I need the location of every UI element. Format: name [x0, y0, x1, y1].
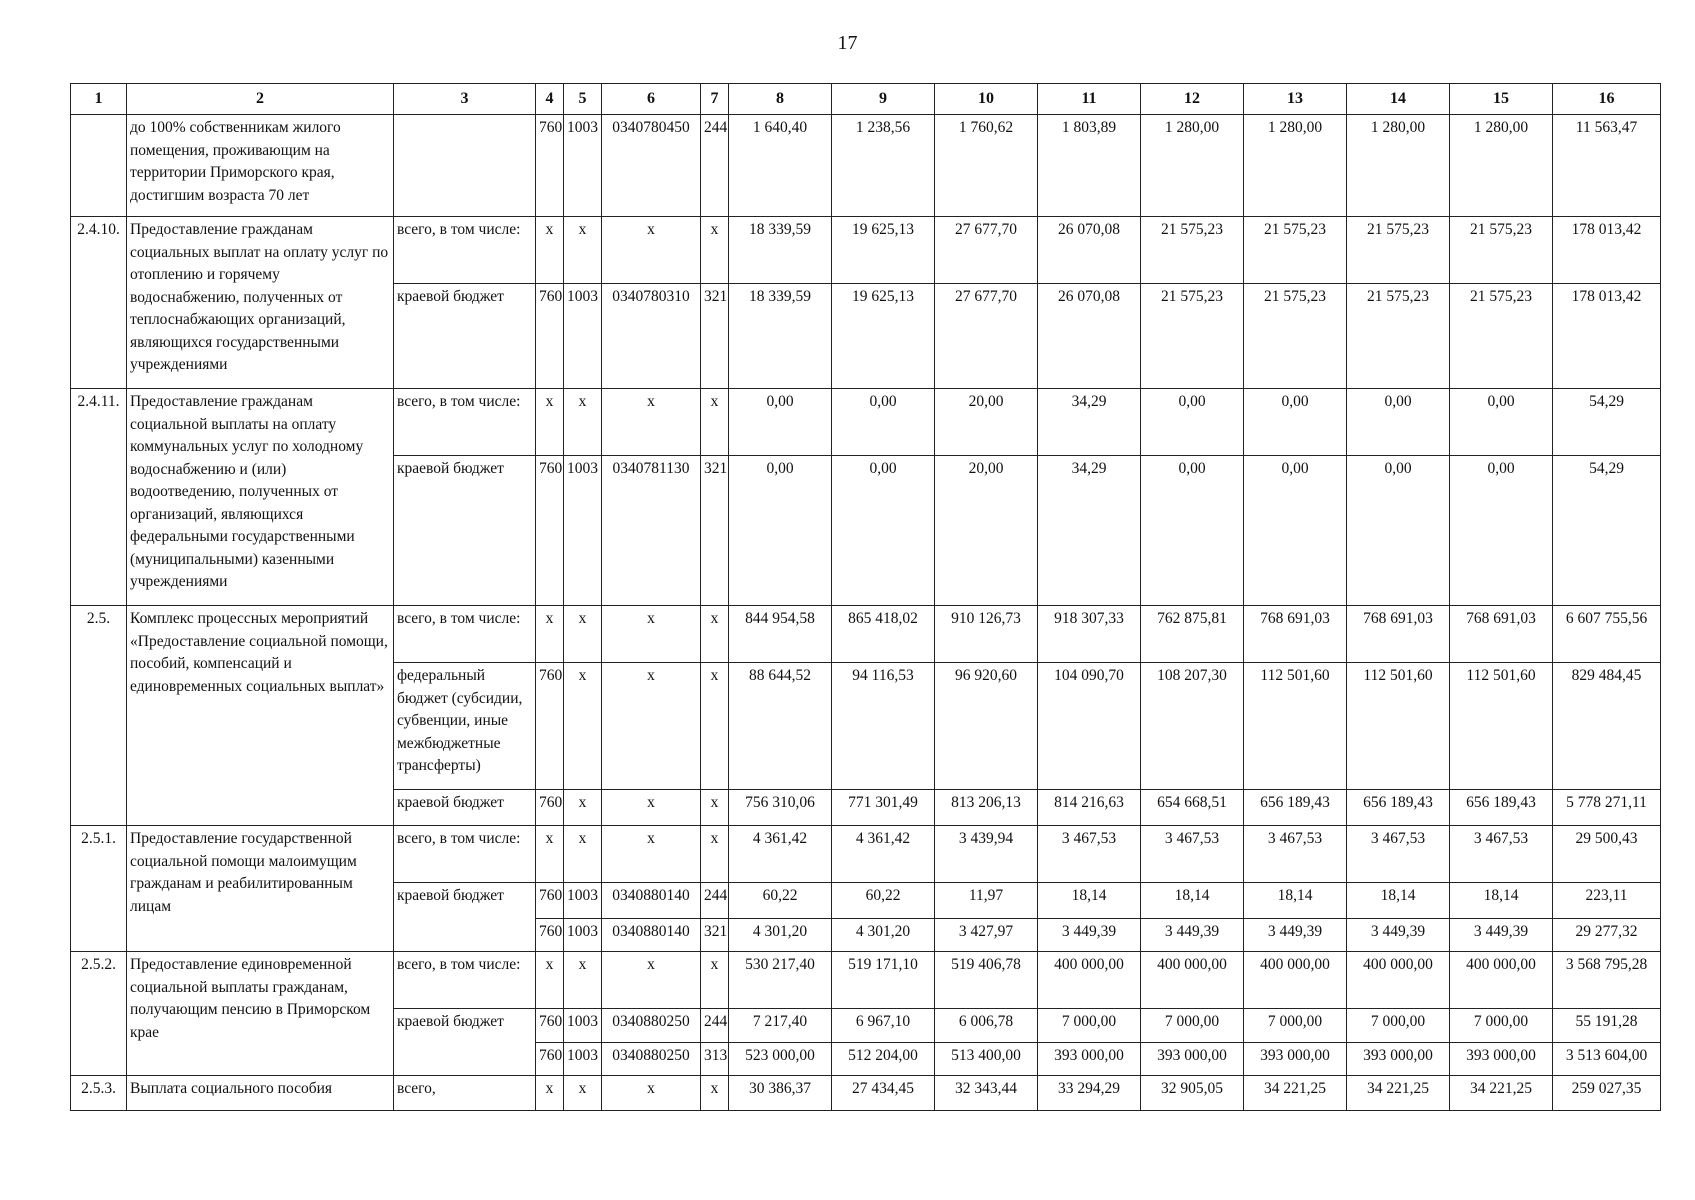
value-cell: 400 000,00: [1141, 952, 1244, 1009]
value-cell: 34 221,25: [1450, 1076, 1553, 1111]
code-cell: 760: [536, 284, 564, 389]
code-cell: x: [536, 389, 564, 456]
source-cell: всего, в том числе:: [394, 826, 536, 883]
value-cell: 108 207,30: [1141, 663, 1244, 790]
value-cell: 400 000,00: [1347, 952, 1450, 1009]
value-cell: 112 501,60: [1347, 663, 1450, 790]
column-header: 8: [729, 84, 832, 115]
table-row: [71, 217, 1661, 284]
code-cell: 0340880140: [602, 919, 701, 952]
value-cell: 11,97: [935, 883, 1038, 919]
column-header: 14: [1347, 84, 1450, 115]
code-cell: 313: [701, 1043, 729, 1076]
budget-table: [70, 83, 1661, 1111]
value-cell: 4 361,42: [832, 826, 935, 883]
value-cell: 94 116,53: [832, 663, 935, 790]
table-header-row: [71, 84, 1661, 115]
value-cell: 1 280,00: [1347, 115, 1450, 217]
value-cell: 60,22: [729, 883, 832, 919]
source-cell: краевой бюджет: [394, 284, 536, 389]
row-number-cell: 2.5.: [71, 606, 127, 826]
value-cell: 3 439,94: [935, 826, 1038, 883]
value-cell: 3 449,39: [1141, 919, 1244, 952]
code-cell: x: [564, 217, 602, 284]
value-cell: 1 803,89: [1038, 115, 1141, 217]
source-cell: федеральный бюджет (субсидии, субвенции, иные межбюджетные трансферты): [394, 663, 536, 790]
value-cell: 1 760,62: [935, 115, 1038, 217]
code-cell: 0340880250: [602, 1009, 701, 1043]
code-cell: x: [602, 663, 701, 790]
source-cell: [394, 115, 536, 217]
code-cell: 1003: [564, 919, 602, 952]
column-header: 9: [832, 84, 935, 115]
code-cell: 760: [536, 790, 564, 826]
code-cell: 760: [536, 1043, 564, 1076]
value-cell: 18,14: [1244, 883, 1347, 919]
code-cell: 760: [536, 883, 564, 919]
page-number: 17: [837, 32, 858, 54]
value-cell: 910 126,73: [935, 606, 1038, 663]
value-cell: 519 406,78: [935, 952, 1038, 1009]
value-cell: 19 625,13: [832, 217, 935, 284]
column-header: 12: [1141, 84, 1244, 115]
column-header: 5: [564, 84, 602, 115]
description-cell: до 100% собственникам жилого помещения, проживающим на территории Приморского края, достигшим возраста 70 лет: [127, 115, 394, 217]
description-cell: Предоставление гражданам социальной выплаты на оплату коммунальных услуг по холодному водоснабжению и (или) водоотведению, полученных от организаций, являющихся федеральными государственными (муниципальными) казенными учреждениями: [127, 389, 394, 606]
code-cell: x: [564, 790, 602, 826]
column-header: 6: [602, 84, 701, 115]
code-cell: x: [701, 1076, 729, 1111]
value-cell: 400 000,00: [1038, 952, 1141, 1009]
value-cell: 7 000,00: [1244, 1009, 1347, 1043]
column-header: 4: [536, 84, 564, 115]
value-cell: 7 000,00: [1450, 1009, 1553, 1043]
value-cell: 768 691,03: [1244, 606, 1347, 663]
code-cell: x: [564, 606, 602, 663]
value-cell: 7 000,00: [1038, 1009, 1141, 1043]
value-cell: 26 070,08: [1038, 284, 1141, 389]
code-cell: 1003: [564, 115, 602, 217]
code-cell: 0340781130: [602, 456, 701, 606]
value-cell: 34 221,25: [1347, 1076, 1450, 1111]
code-cell: x: [701, 389, 729, 456]
source-cell: краевой бюджет: [394, 790, 536, 826]
value-cell: 54,29: [1553, 389, 1661, 456]
row-number-cell: 2.4.11.: [71, 389, 127, 606]
value-cell: 513 400,00: [935, 1043, 1038, 1076]
value-cell: 393 000,00: [1244, 1043, 1347, 1076]
value-cell: 4 361,42: [729, 826, 832, 883]
source-cell: всего, в том числе:: [394, 217, 536, 284]
value-cell: 0,00: [1244, 389, 1347, 456]
value-cell: 3 568 795,28: [1553, 952, 1661, 1009]
value-cell: 865 418,02: [832, 606, 935, 663]
value-cell: 0,00: [1141, 389, 1244, 456]
value-cell: 32 343,44: [935, 1076, 1038, 1111]
row-number-cell: 2.4.10.: [71, 217, 127, 389]
value-cell: 656 189,43: [1347, 790, 1450, 826]
value-cell: 3 467,53: [1347, 826, 1450, 883]
value-cell: 393 000,00: [1141, 1043, 1244, 1076]
value-cell: 400 000,00: [1450, 952, 1553, 1009]
column-header: 2: [127, 84, 394, 115]
value-cell: 54,29: [1553, 456, 1661, 606]
code-cell: x: [564, 389, 602, 456]
value-cell: 60,22: [832, 883, 935, 919]
value-cell: 11 563,47: [1553, 115, 1661, 217]
code-cell: x: [536, 1076, 564, 1111]
value-cell: 5 778 271,11: [1553, 790, 1661, 826]
code-cell: 760: [536, 919, 564, 952]
value-cell: 20,00: [935, 456, 1038, 606]
column-header: 1: [71, 84, 127, 115]
value-cell: 1 640,40: [729, 115, 832, 217]
value-cell: 21 575,23: [1347, 217, 1450, 284]
value-cell: 512 204,00: [832, 1043, 935, 1076]
value-cell: 112 501,60: [1244, 663, 1347, 790]
value-cell: 18,14: [1347, 883, 1450, 919]
value-cell: 7 000,00: [1347, 1009, 1450, 1043]
value-cell: 18,14: [1450, 883, 1553, 919]
code-cell: 321: [701, 284, 729, 389]
source-cell: всего,: [394, 1076, 536, 1111]
value-cell: 814 216,63: [1038, 790, 1141, 826]
value-cell: 0,00: [832, 389, 935, 456]
value-cell: 55 191,28: [1553, 1009, 1661, 1043]
column-header: 11: [1038, 84, 1141, 115]
description-cell: Предоставление гражданам социальных выплат на оплату услуг по отоплению и горячему водоснабжению, полученных от теплоснабжающих организаций, являющихся государственными учреждениями: [127, 217, 394, 389]
value-cell: 34,29: [1038, 456, 1141, 606]
value-cell: 756 310,06: [729, 790, 832, 826]
value-cell: 0,00: [729, 456, 832, 606]
value-cell: 7 217,40: [729, 1009, 832, 1043]
value-cell: 3 449,39: [1244, 919, 1347, 952]
value-cell: 7 000,00: [1141, 1009, 1244, 1043]
table-row: [71, 115, 1661, 217]
code-cell: x: [564, 663, 602, 790]
value-cell: 21 575,23: [1244, 284, 1347, 389]
value-cell: 21 575,23: [1141, 284, 1244, 389]
column-header: 7: [701, 84, 729, 115]
value-cell: 30 386,37: [729, 1076, 832, 1111]
code-cell: 1003: [564, 883, 602, 919]
code-cell: x: [602, 826, 701, 883]
value-cell: 0,00: [729, 389, 832, 456]
column-header: 3: [394, 84, 536, 115]
code-cell: x: [602, 952, 701, 1009]
value-cell: 771 301,49: [832, 790, 935, 826]
value-cell: 6 006,78: [935, 1009, 1038, 1043]
code-cell: 321: [701, 456, 729, 606]
value-cell: 654 668,51: [1141, 790, 1244, 826]
value-cell: 1 238,56: [832, 115, 935, 217]
value-cell: 656 189,43: [1244, 790, 1347, 826]
source-cell: краевой бюджет: [394, 883, 536, 952]
row-number-cell: 2.5.1.: [71, 826, 127, 952]
code-cell: 244: [701, 1009, 729, 1043]
value-cell: 96 920,60: [935, 663, 1038, 790]
value-cell: 0,00: [832, 456, 935, 606]
value-cell: 29 277,32: [1553, 919, 1661, 952]
value-cell: 844 954,58: [729, 606, 832, 663]
value-cell: 519 171,10: [832, 952, 935, 1009]
value-cell: 178 013,42: [1553, 284, 1661, 389]
value-cell: 0,00: [1450, 389, 1553, 456]
value-cell: 88 644,52: [729, 663, 832, 790]
code-cell: 1003: [564, 1009, 602, 1043]
value-cell: 0,00: [1244, 456, 1347, 606]
source-cell: всего, в том числе:: [394, 952, 536, 1009]
code-cell: 1003: [564, 456, 602, 606]
value-cell: 3 449,39: [1038, 919, 1141, 952]
value-cell: 19 625,13: [832, 284, 935, 389]
code-cell: x: [536, 217, 564, 284]
row-number-cell: [71, 115, 127, 217]
value-cell: 3 513 604,00: [1553, 1043, 1661, 1076]
value-cell: 178 013,42: [1553, 217, 1661, 284]
source-cell: всего, в том числе:: [394, 389, 536, 456]
code-cell: 244: [701, 115, 729, 217]
value-cell: 3 467,53: [1141, 826, 1244, 883]
value-cell: 656 189,43: [1450, 790, 1553, 826]
value-cell: 3 467,53: [1244, 826, 1347, 883]
value-cell: 3 427,97: [935, 919, 1038, 952]
value-cell: 393 000,00: [1347, 1043, 1450, 1076]
code-cell: 1003: [564, 284, 602, 389]
table-row: [71, 389, 1661, 456]
value-cell: 393 000,00: [1450, 1043, 1553, 1076]
value-cell: 223,11: [1553, 883, 1661, 919]
value-cell: 34 221,25: [1244, 1076, 1347, 1111]
value-cell: 18,14: [1038, 883, 1141, 919]
code-cell: 760: [536, 456, 564, 606]
value-cell: 393 000,00: [1038, 1043, 1141, 1076]
value-cell: 1 280,00: [1244, 115, 1347, 217]
value-cell: 0,00: [1347, 389, 1450, 456]
row-number-cell: 2.5.2.: [71, 952, 127, 1076]
column-header: 13: [1244, 84, 1347, 115]
value-cell: 21 575,23: [1450, 217, 1553, 284]
value-cell: 26 070,08: [1038, 217, 1141, 284]
value-cell: 0,00: [1141, 456, 1244, 606]
value-cell: 6 967,10: [832, 1009, 935, 1043]
column-header: 15: [1450, 84, 1553, 115]
value-cell: 4 301,20: [729, 919, 832, 952]
value-cell: 3 467,53: [1450, 826, 1553, 883]
value-cell: 18 339,59: [729, 217, 832, 284]
code-cell: x: [564, 826, 602, 883]
code-cell: x: [701, 217, 729, 284]
code-cell: 244: [701, 883, 729, 919]
value-cell: 1 280,00: [1141, 115, 1244, 217]
value-cell: 0,00: [1450, 456, 1553, 606]
code-cell: x: [564, 1076, 602, 1111]
row-number-cell: 2.5.3.: [71, 1076, 127, 1111]
table-row: [71, 826, 1661, 883]
code-cell: 760: [536, 663, 564, 790]
value-cell: 829 484,45: [1553, 663, 1661, 790]
description-cell: Выплата социального пособия: [127, 1076, 394, 1111]
value-cell: 29 500,43: [1553, 826, 1661, 883]
description-cell: Предоставление единовременной социальной выплаты гражданам, получающим пенсию в Приморском крае: [127, 952, 394, 1076]
value-cell: 33 294,29: [1038, 1076, 1141, 1111]
column-header: 16: [1553, 84, 1661, 115]
code-cell: x: [701, 790, 729, 826]
code-cell: 321: [701, 919, 729, 952]
value-cell: 6 607 755,56: [1553, 606, 1661, 663]
value-cell: 27 434,45: [832, 1076, 935, 1111]
code-cell: x: [536, 826, 564, 883]
code-cell: x: [701, 826, 729, 883]
value-cell: 530 217,40: [729, 952, 832, 1009]
description-cell: Предоставление государственной социальной помощи малоимущим гражданам и реабилитированным лицам: [127, 826, 394, 952]
value-cell: 762 875,81: [1141, 606, 1244, 663]
column-header: 10: [935, 84, 1038, 115]
value-cell: 21 575,23: [1244, 217, 1347, 284]
value-cell: 3 449,39: [1347, 919, 1450, 952]
value-cell: 21 575,23: [1141, 217, 1244, 284]
value-cell: 34,29: [1038, 389, 1141, 456]
table-row: [71, 1076, 1661, 1111]
code-cell: 760: [536, 1009, 564, 1043]
value-cell: 0,00: [1347, 456, 1450, 606]
code-cell: 1003: [564, 1043, 602, 1076]
code-cell: x: [602, 606, 701, 663]
value-cell: 259 027,35: [1553, 1076, 1661, 1111]
value-cell: 813 206,13: [935, 790, 1038, 826]
code-cell: x: [701, 952, 729, 1009]
value-cell: 768 691,03: [1347, 606, 1450, 663]
value-cell: 32 905,05: [1141, 1076, 1244, 1111]
value-cell: 1 280,00: [1450, 115, 1553, 217]
value-cell: 27 677,70: [935, 284, 1038, 389]
code-cell: 760: [536, 115, 564, 217]
code-cell: x: [564, 952, 602, 1009]
value-cell: 523 000,00: [729, 1043, 832, 1076]
value-cell: 112 501,60: [1450, 663, 1553, 790]
code-cell: x: [701, 606, 729, 663]
value-cell: 3 467,53: [1038, 826, 1141, 883]
value-cell: 3 449,39: [1450, 919, 1553, 952]
code-cell: 0340780310: [602, 284, 701, 389]
code-cell: x: [536, 952, 564, 1009]
value-cell: 104 090,70: [1038, 663, 1141, 790]
description-cell: Комплекс процессных мероприятий «Предоставление социальной помощи, пособий, компенсаций и единовременных социальных выплат»: [127, 606, 394, 826]
source-cell: краевой бюджет: [394, 456, 536, 606]
code-cell: x: [701, 663, 729, 790]
value-cell: 20,00: [935, 389, 1038, 456]
value-cell: 21 575,23: [1347, 284, 1450, 389]
value-cell: 18 339,59: [729, 284, 832, 389]
code-cell: x: [602, 389, 701, 456]
value-cell: 918 307,33: [1038, 606, 1141, 663]
value-cell: 27 677,70: [935, 217, 1038, 284]
source-cell: краевой бюджет: [394, 1009, 536, 1076]
table-row: [71, 952, 1661, 1009]
code-cell: x: [536, 606, 564, 663]
code-cell: x: [602, 1076, 701, 1111]
code-cell: x: [602, 217, 701, 284]
code-cell: 0340880140: [602, 883, 701, 919]
value-cell: 768 691,03: [1450, 606, 1553, 663]
source-cell: всего, в том числе:: [394, 606, 536, 663]
value-cell: 400 000,00: [1244, 952, 1347, 1009]
code-cell: x: [602, 790, 701, 826]
value-cell: 21 575,23: [1450, 284, 1553, 389]
table-row: [71, 606, 1661, 663]
code-cell: 0340780450: [602, 115, 701, 217]
code-cell: 0340880250: [602, 1043, 701, 1076]
value-cell: 18,14: [1141, 883, 1244, 919]
value-cell: 4 301,20: [832, 919, 935, 952]
